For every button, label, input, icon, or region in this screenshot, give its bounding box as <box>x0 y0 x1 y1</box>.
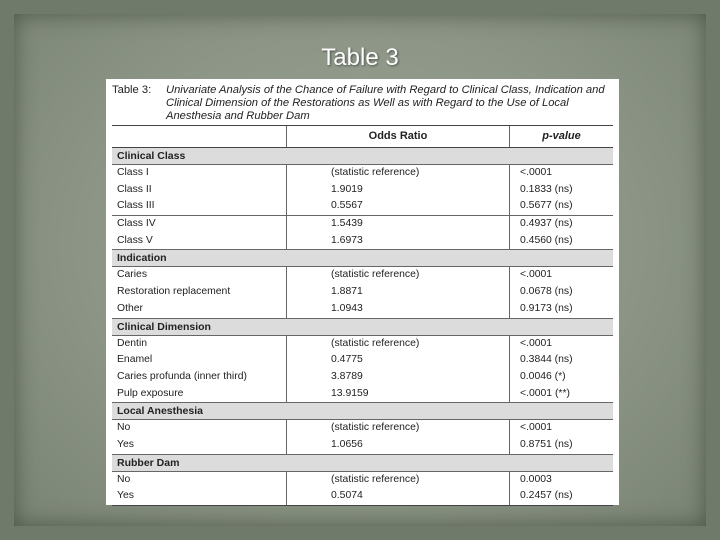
odds-ratio-cell: 1.0656 <box>286 437 509 454</box>
section-header: Local Anesthesia <box>112 403 613 420</box>
row-label: Yes <box>117 490 134 502</box>
row-label: Pulp exposure <box>117 387 184 399</box>
section-header: Rubber Dam <box>112 455 613 472</box>
row-group <box>112 336 613 404</box>
section-header: Clinical Dimension <box>112 319 613 336</box>
caption-prefix: Table 3: <box>112 84 152 96</box>
table-row <box>112 352 613 369</box>
p-value-cell: 0.9173 (ns) <box>509 301 613 318</box>
row-label: Class I <box>117 167 149 178</box>
row-label: Enamel <box>117 354 153 366</box>
p-value-cell: 0.5677 (ns) <box>509 198 613 215</box>
odds-ratio-cell: 1.8871 <box>286 284 509 301</box>
section-header: Clinical Class <box>112 148 613 165</box>
p-value-cell: 0.2457 (ns) <box>509 488 613 505</box>
section-header: Indication <box>112 250 613 267</box>
table-row <box>112 369 613 386</box>
odds-ratio-cell: 0.4775 <box>286 352 509 369</box>
row-label: Other <box>117 302 143 314</box>
table-row <box>112 420 613 437</box>
row-group <box>112 472 613 505</box>
odds-ratio-cell: (statistic reference) <box>286 336 509 353</box>
odds-ratio-cell: (statistic reference) <box>286 267 509 284</box>
odds-ratio-cell: 1.6973 <box>286 233 509 250</box>
table-row <box>112 336 613 353</box>
table-row <box>112 284 613 301</box>
odds-ratio-cell: 1.0943 <box>286 301 509 318</box>
odds-ratio-cell: 13.9159 <box>286 386 509 403</box>
header-blank-cell <box>112 126 286 147</box>
row-label: No <box>117 473 131 485</box>
odds-ratio-cell: 3.8789 <box>286 369 509 386</box>
row-group <box>112 420 613 454</box>
p-value-cell: 0.4560 (ns) <box>509 233 613 250</box>
row-label: Class II <box>117 183 152 195</box>
odds-ratio-cell: (statistic reference) <box>286 165 509 182</box>
table-image <box>106 79 619 505</box>
row-label: Class III <box>117 200 155 212</box>
p-value-cell: 0.4937 (ns) <box>509 216 613 233</box>
p-value-cell: <.0001 <box>509 336 613 353</box>
table-row <box>112 216 613 233</box>
table-row <box>112 165 613 182</box>
p-value-cell: <.0001 <box>509 420 613 437</box>
p-value-cell: 0.8751 (ns) <box>509 437 613 454</box>
table-row <box>112 488 613 505</box>
odds-ratio-cell: (statistic reference) <box>286 472 509 489</box>
table-row <box>112 233 613 250</box>
p-value-cell: <.0001 <box>509 165 613 182</box>
slide-title: Table 3 <box>321 44 399 71</box>
row-label: No <box>117 422 131 434</box>
p-value-cell: 0.0046 (*) <box>509 369 613 386</box>
table-row <box>112 301 613 318</box>
table-row <box>112 386 613 403</box>
p-value-cell: <.0001 (**) <box>509 386 613 403</box>
table-row <box>112 267 613 284</box>
row-label: Yes <box>117 438 134 450</box>
table-header <box>112 125 613 148</box>
table-caption <box>112 84 613 125</box>
odds-ratio-cell: (statistic reference) <box>286 420 509 437</box>
odds-ratio-cell: 0.5074 <box>286 488 509 505</box>
row-label: Class V <box>117 234 153 246</box>
table-row <box>112 198 613 215</box>
p-value-cell: 0.1833 (ns) <box>509 182 613 199</box>
p-value-cell: <.0001 <box>509 267 613 284</box>
odds-ratio-cell: 0.5567 <box>286 198 509 215</box>
caption-text: Univariate Analysis of the Chance of Failure with Regard to Clinical Class, Indication and Clinical Dimension of the Restorations as Well as with Regard to the Use of Local Anesthesia and Rubber Dam <box>166 84 605 122</box>
table-row <box>112 472 613 489</box>
p-value-cell: 0.3844 (ns) <box>509 352 613 369</box>
table-row <box>112 437 613 454</box>
row-label: Caries <box>117 269 148 281</box>
odds-ratio-cell: 1.9019 <box>286 182 509 199</box>
header-odds-ratio: Odds Ratio <box>286 126 509 147</box>
table-row <box>112 182 613 199</box>
row-label: Dentin <box>117 337 148 349</box>
p-value-cell: 0.0678 (ns) <box>509 284 613 301</box>
odds-ratio-cell: 1.5439 <box>286 216 509 233</box>
row-label: Class IV <box>117 218 156 230</box>
row-group <box>112 267 613 318</box>
row-group <box>112 216 613 250</box>
p-value-cell: 0.0003 <box>509 472 613 489</box>
header-p-value: p-value <box>509 126 613 147</box>
row-label: Caries profunda (inner third) <box>117 370 247 382</box>
row-label: Restoration replacement <box>117 286 231 298</box>
table-body <box>112 148 613 506</box>
row-group <box>112 165 613 216</box>
